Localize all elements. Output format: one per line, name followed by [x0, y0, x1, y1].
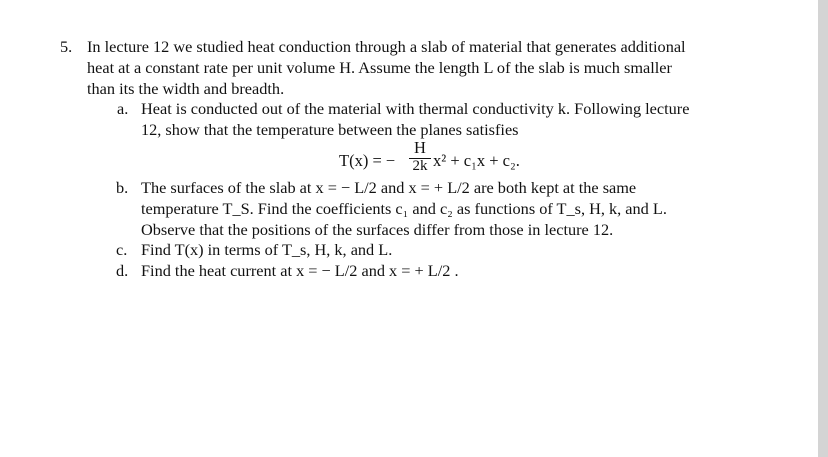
part-a-line-2: 12, show that the temperature between the planes satisfies [141, 120, 519, 139]
intro-line-3: than its the width and breadth. [87, 79, 285, 98]
part-a-marker: a. [117, 99, 129, 118]
intro-line-2: heat at a constant rate per unit volume H. Assume the length L of the slab is much smaller [87, 58, 672, 77]
part-d-line-1: Find the heat current at x = − L/2 and x = + L/2 . [141, 261, 459, 280]
part-a-line-1: Heat is conducted out of the material with thermal conductivity k. Following lecture [141, 99, 690, 118]
equation-denominator: 2k [412, 158, 428, 174]
part-d-marker: d. [116, 261, 129, 280]
problem-number: 5. [60, 37, 73, 56]
part-b-line-3: Observe that the positions of the surfaces differ from those in lecture 12. [141, 220, 614, 239]
intro-line-1: In lecture 12 we studied heat conduction through a slab of material that generates additional [87, 37, 686, 56]
part-b-marker: b. [116, 178, 129, 197]
page-edge-shadow [818, 0, 828, 457]
part-b-line-1: The surfaces of the slab at x = − L/2 and x = + L/2 are both kept at the same [141, 178, 637, 197]
equation-rhs: x² + c₁x + c₂. [433, 151, 520, 170]
part-c-marker: c. [116, 240, 128, 259]
part-b-line-2: temperature T_S. Find the coefficients c₁ and c₂ as functions of T_s, H, k, and L. [141, 199, 667, 218]
part-c-line-1: Find T(x) in terms of T_s, H, k, and L. [141, 240, 393, 259]
equation-lhs: T(x) = − [339, 151, 396, 170]
equation-numerator: H [414, 138, 426, 157]
